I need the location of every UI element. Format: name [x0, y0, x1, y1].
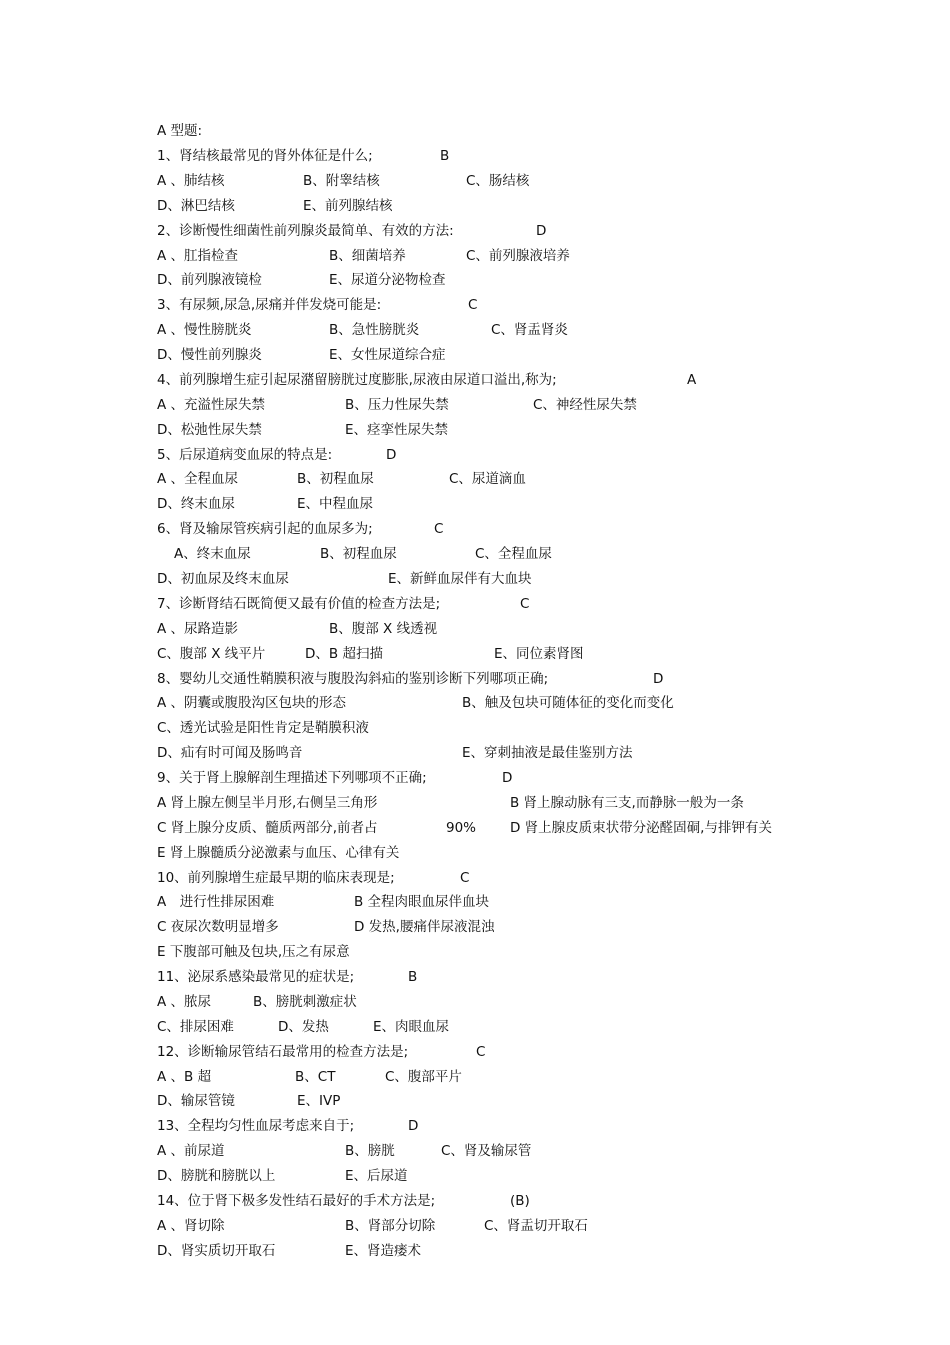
- option-text: E、后尿道: [345, 1168, 408, 1185]
- answer-key: A: [687, 371, 697, 388]
- option-text: B、膀胱刺激症状: [253, 993, 357, 1010]
- option-text: C、肾盂肾炎: [491, 322, 568, 339]
- option-text: A 、尿路造影: [157, 620, 239, 637]
- option-text: C、肾及输尿管: [441, 1143, 532, 1160]
- question-stem: 13、全程均匀性血尿考虑来自于;: [157, 1118, 355, 1135]
- option-row: [0, 169, 950, 193]
- option-text: C、排尿困难: [157, 1018, 234, 1035]
- option-text: A 、前尿道: [157, 1143, 225, 1160]
- question-stem-line: [0, 443, 950, 467]
- option-row: [0, 1239, 950, 1263]
- option-text: E、穿刺抽液是最佳鉴别方法: [462, 745, 633, 762]
- question-stem: 4、前列腺增生症引起尿潴留膀胱过度膨胀,尿液由尿道口溢出,称为;: [157, 371, 557, 388]
- option-text: E、女性尿道综合症: [329, 347, 446, 363]
- answer-key: D: [653, 670, 664, 687]
- option-text: E、尿道分泌物检查: [329, 272, 446, 289]
- option-text: B、CT: [295, 1068, 336, 1085]
- question-stem-line: [0, 766, 950, 790]
- option-text: D、慢性前列腺炎: [157, 347, 262, 363]
- question-stem: 5、后尿道病变血尿的特点是:: [157, 446, 333, 463]
- option-row: [0, 467, 950, 491]
- option-row: [0, 393, 950, 417]
- option-row: [0, 741, 950, 765]
- option-text: D、前列腺液镜检: [157, 272, 262, 289]
- question-stem: 11、泌尿系感染最常见的症状是;: [157, 969, 355, 985]
- option-row: [0, 716, 950, 740]
- option-text: A 、慢性膀胱炎: [157, 322, 252, 339]
- answer-key: C: [476, 1043, 486, 1060]
- option-row: [0, 642, 950, 666]
- question-stem-line: [0, 866, 950, 890]
- option-text: D、终末血尿: [157, 496, 235, 513]
- question-stem-line: [0, 368, 950, 392]
- question-stem-line: [0, 219, 950, 243]
- option-text: E、肉眼血尿: [373, 1018, 450, 1035]
- question-stem: 14、位于肾下极多发性结石最好的手术方法是;: [157, 1193, 436, 1209]
- option-text: A 、充溢性尿失禁: [157, 396, 266, 413]
- option-text: D、膀胱和膀胱以上: [157, 1168, 276, 1185]
- option-text: B、初程血尿: [297, 471, 374, 488]
- option-text: C 夜尿次数明显增多: [157, 919, 279, 936]
- option-text: B、压力性尿失禁: [345, 396, 449, 413]
- option-text: D 发热,腰痛伴尿液混浊: [354, 919, 495, 936]
- answer-key: C: [520, 595, 530, 612]
- option-text: C 肾上腺分皮质、髓质两部分,前者占: [157, 819, 378, 836]
- option-row: [0, 890, 950, 914]
- option-text: B、肾部分切除: [345, 1217, 436, 1234]
- option-text: E、前列腺结核: [303, 197, 393, 214]
- option-text: D、疝有时可闻及肠鸣音: [157, 745, 303, 762]
- question-stem-line: [0, 592, 950, 616]
- section-heading: [0, 119, 950, 143]
- option-text: C、肠结核: [466, 172, 530, 189]
- option-text: C、前列腺液培养: [466, 247, 570, 264]
- option-text: C、腹部 X 线平片: [157, 645, 266, 662]
- option-text: E、中程血尿: [297, 496, 374, 513]
- option-text: D 肾上腺皮质束状带分泌醛固硐,与排钾有关: [510, 819, 772, 836]
- option-row: [0, 244, 950, 268]
- option-row: [0, 791, 950, 815]
- option-text: C、尿道滴血: [449, 471, 526, 488]
- question-stem-line: [0, 1189, 950, 1213]
- option-text: E 肾上腺髓质分泌激素与血压、心律有关: [157, 844, 400, 861]
- option-text: D、肾实质切开取石: [157, 1242, 276, 1259]
- option-row: [0, 1089, 950, 1113]
- answer-key: B: [440, 148, 450, 164]
- option-text: B、膀胱: [345, 1143, 395, 1160]
- answer-key: D: [502, 770, 513, 786]
- option-text: D、B 超扫描: [305, 645, 383, 662]
- question-stem-line: [0, 965, 950, 989]
- question-stem-line: [0, 293, 950, 317]
- option-text: A 、全程血尿: [157, 471, 239, 488]
- question-stem: 3、有尿频,尿急,尿痛并伴发烧可能是:: [157, 297, 382, 314]
- option-row: [0, 492, 950, 516]
- option-text: E、新鲜血尿伴有大血块: [388, 571, 532, 587]
- option-text: A 、脓尿: [157, 993, 212, 1010]
- option-row: [0, 1139, 950, 1163]
- option-row: [0, 418, 950, 442]
- option-text: E 下腹部可触及包块,压之有尿意: [157, 944, 350, 961]
- question-stem: 12、诊断输尿管结石最常用的检查方法是;: [157, 1043, 409, 1060]
- option-text: C、腹部平片: [385, 1068, 462, 1085]
- option-text: A 肾上腺左侧呈半月形,右侧呈三角形: [157, 794, 378, 811]
- option-row: [0, 1214, 950, 1238]
- option-row: [0, 268, 950, 292]
- answer-key: B: [408, 969, 418, 985]
- answer-key: D: [408, 1118, 419, 1135]
- question-stem-line: [0, 517, 950, 541]
- option-row: [0, 816, 950, 840]
- option-text: D、松弛性尿失禁: [157, 421, 262, 438]
- option-row: [0, 617, 950, 641]
- option-row: [0, 318, 950, 342]
- question-stem-line: [0, 667, 950, 691]
- question-stem-line: [0, 1114, 950, 1138]
- question-stem: 7、诊断肾结石既简便又最有价值的检查方法是;: [157, 595, 441, 612]
- option-text: B、细菌培养: [329, 247, 406, 264]
- option-row: [0, 990, 950, 1014]
- option-row: [0, 343, 950, 367]
- option-row: [0, 542, 950, 566]
- heading-text: A 型题:: [157, 123, 203, 139]
- option-row: [0, 567, 950, 591]
- option-text: A、终末血尿: [174, 546, 251, 563]
- answer-key: C: [434, 521, 444, 538]
- option-text: E、IVP: [297, 1093, 341, 1110]
- question-stem: 8、婴幼儿交通性鞘膜积液与腹股沟斜疝的鉴别诊断下列哪项正确;: [157, 670, 549, 687]
- option-row: [0, 915, 950, 939]
- option-text: B、急性膀胱炎: [329, 322, 420, 339]
- option-row: [0, 1015, 950, 1039]
- option-text: A 、肾切除: [157, 1217, 225, 1234]
- option-row: [0, 1065, 950, 1089]
- answer-key: C: [468, 297, 478, 314]
- option-row: [0, 841, 950, 865]
- option-text: A 、肺结核: [157, 172, 225, 189]
- option-row: [0, 194, 950, 218]
- option-text: B、触及包块可随体征的变化而变化: [462, 695, 674, 712]
- option-row: [0, 691, 950, 715]
- question-stem: 1、肾结核最常见的肾外体征是什么;: [157, 148, 373, 164]
- option-text: C、全程血尿: [475, 546, 552, 563]
- option-text: A 、肛指检查: [157, 247, 239, 264]
- option-text: A 、阴囊或腹股沟区包块的形态: [157, 695, 347, 712]
- answer-key: D: [536, 222, 547, 239]
- option-text: B、腹部 X 线透视: [329, 620, 438, 637]
- option-text: E、肾造瘘术: [345, 1242, 422, 1259]
- answer-key: C: [460, 869, 470, 886]
- option-text: C、神经性尿失禁: [533, 396, 637, 413]
- option-text: B、附睾结核: [303, 172, 380, 189]
- option-text: B 肾上腺动脉有三支,而静脉一般为一条: [510, 794, 744, 811]
- option-row: [0, 940, 950, 964]
- answer-key: (B): [510, 1193, 530, 1209]
- question-stem: 6、肾及输尿管疾病引起的血尿多为;: [157, 521, 373, 538]
- answer-key: D: [386, 446, 397, 463]
- question-stem: 9、关于肾上腺解剖生理描述下列哪项不正确;: [157, 770, 427, 786]
- option-text: C、肾盂切开取石: [484, 1217, 588, 1234]
- question-stem-line: [0, 1040, 950, 1064]
- option-row: [0, 1164, 950, 1188]
- question-stem-line: [0, 144, 950, 168]
- option-text: D、发热: [278, 1018, 329, 1035]
- option-text: A 进行性排尿困难: [157, 894, 275, 911]
- question-stem: 10、前列腺增生症最早期的临床表现是;: [157, 869, 395, 886]
- option-text: D、输尿管镜: [157, 1093, 235, 1110]
- option-text: E、同位素肾图: [494, 645, 584, 662]
- option-text: E、痉挛性尿失禁: [345, 421, 449, 438]
- option-text: B 全程肉眼血尿伴血块: [354, 894, 490, 911]
- question-stem: 2、诊断慢性细菌性前列腺炎最简单、有效的方法:: [157, 222, 454, 239]
- option-text: D、初血尿及终末血尿: [157, 571, 289, 587]
- option-text: 90%: [446, 819, 477, 836]
- option-text: B、初程血尿: [320, 546, 397, 563]
- option-text: D、淋巴结核: [157, 197, 235, 214]
- option-text: C、透光试验是阳性肯定是鞘膜积液: [157, 720, 369, 737]
- option-text: A 、B 超: [157, 1068, 212, 1085]
